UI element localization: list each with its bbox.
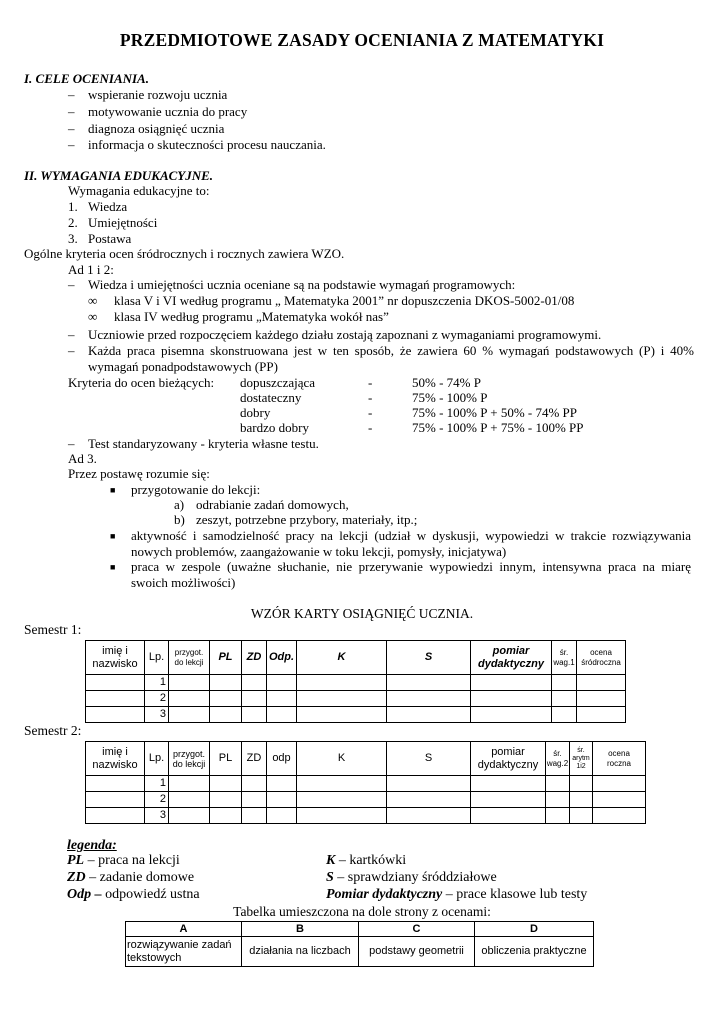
page-title: PRZEDMIOTOWE ZASADY OCENIANIA Z MATEMATYKI bbox=[119, 30, 605, 50]
list-dash: – bbox=[68, 327, 75, 342]
header-s: S bbox=[387, 641, 471, 675]
semester-1-table bbox=[85, 640, 626, 723]
table-row: 3 bbox=[86, 808, 646, 824]
header-odp: odp bbox=[267, 742, 297, 776]
criteria-range: 50% - 74% P bbox=[412, 375, 481, 390]
table-row: 3 bbox=[86, 707, 626, 723]
list-dash: – bbox=[68, 104, 75, 119]
header-zd: ZD bbox=[242, 742, 267, 776]
list-item: praca w zespole (uważne słuchanie, nie przerywanie wypowiedzi innym, intensywna praca na miarę swoich możliwości) bbox=[131, 559, 691, 590]
criteria-dash: - bbox=[368, 420, 373, 435]
square-bullet: ■ bbox=[110, 485, 116, 495]
legend-item: K – kartkówki bbox=[326, 853, 407, 868]
program-item: klasa IV według programu „Matematyka wokół nas” bbox=[114, 309, 389, 324]
header-name: imię i nazwisko bbox=[86, 641, 145, 675]
header-odp: Odp. bbox=[267, 641, 297, 675]
list-item: przygotowanie do lekcji: bbox=[131, 482, 261, 497]
header-pl: PL bbox=[210, 641, 242, 675]
criteria-range: 75% - 100% P + 50% - 74% PP bbox=[412, 405, 578, 420]
section-1-heading: I. CELE OCENIANIA. bbox=[24, 71, 149, 86]
list-item: motywowanie ucznia do pracy bbox=[88, 104, 248, 119]
list-marker: b) bbox=[174, 512, 185, 527]
header-s: S bbox=[387, 742, 471, 776]
semester-2-label: Semestr 2: bbox=[24, 723, 82, 738]
semester-1-label: Semestr 1: bbox=[24, 622, 82, 637]
table-row: 2 bbox=[86, 691, 626, 707]
header-lp: Lp. bbox=[145, 641, 169, 675]
criteria-range: 75% - 100% P + 75% - 100% PP bbox=[412, 420, 584, 435]
criteria-range: 75% - 100% P bbox=[412, 390, 488, 405]
header-lp: Lp. bbox=[145, 742, 169, 776]
criteria-grade: dostateczny bbox=[240, 390, 302, 405]
table-cell: rozwiązywanie zadań tekstowych bbox=[126, 937, 242, 967]
table-cell: obliczenia praktyczne bbox=[475, 937, 594, 967]
list-dash: – bbox=[68, 121, 75, 136]
table-row: 1 bbox=[86, 675, 626, 691]
header-k: K bbox=[297, 742, 387, 776]
criteria-grade: dopuszczająca bbox=[240, 375, 316, 390]
table-row: 2 bbox=[86, 792, 646, 808]
legend-item: PL – praca na lekcji bbox=[67, 853, 180, 868]
table-caption: Tabelka umieszczona na dole strony z ocenami: bbox=[233, 904, 491, 919]
list-dash: – bbox=[68, 343, 75, 358]
list-item: Uczniowie przed rozpoczęciem każdego działu zostają zapoznani z wymaganiami programowymi. bbox=[88, 327, 602, 342]
list-dash: – bbox=[68, 277, 75, 292]
semester-2-table bbox=[85, 741, 646, 824]
ad-3: Ad 3. bbox=[68, 451, 97, 466]
section-2-heading: II. WYMAGANIA EDUKACYJNE. bbox=[24, 168, 214, 183]
header-name: imię i nazwisko bbox=[86, 742, 145, 776]
attitude-intro: Przez postawę rozumie się: bbox=[68, 466, 210, 481]
list-dash: – bbox=[68, 436, 75, 451]
legend-heading: legenda: bbox=[67, 838, 117, 853]
header-avg-arithmetic: śr. arytm 1i2 bbox=[570, 742, 593, 776]
program-item: klasa V i VI według programu „ Matematyka 2001” nr dopuszczenia DKOS-5002-01/08 bbox=[114, 293, 575, 308]
legend-item: ZD – zadanie domowe bbox=[67, 870, 195, 885]
square-bullet: ■ bbox=[110, 562, 116, 572]
header-k: K bbox=[297, 641, 387, 675]
column-header: D bbox=[475, 922, 594, 937]
infinity-bullet: ∞ bbox=[88, 309, 98, 324]
list-item: Test standaryzowany - kryteria własne testu. bbox=[88, 436, 319, 451]
list-dash: – bbox=[68, 87, 75, 102]
list-item: Wiedza bbox=[88, 199, 128, 214]
skills-table bbox=[125, 921, 594, 967]
list-marker: a) bbox=[174, 497, 185, 512]
list-item: informacja o skuteczności procesu nauczania. bbox=[88, 137, 326, 152]
header-preparation: przygot. do lekcji bbox=[169, 641, 210, 675]
legend-item: Odp – odpowiedź ustna bbox=[67, 887, 200, 902]
table-cell: działania na liczbach bbox=[242, 937, 359, 967]
list-item: Wiedza i umiejętności ucznia oceniane są na podstawie wymagań programowych: bbox=[88, 277, 516, 292]
square-bullet: ■ bbox=[110, 531, 116, 541]
table-cell: podstawy geometrii bbox=[359, 937, 475, 967]
column-header: B bbox=[242, 922, 359, 937]
header-measurement: pomiar dydaktyczny bbox=[471, 641, 552, 675]
list-number: 3. bbox=[68, 231, 78, 246]
general-criteria: Ogólne kryteria ocen śródrocznych i rocznych zawiera WZO. bbox=[24, 246, 345, 261]
legend-item: Pomiar dydaktyczny – prace klasowe lub testy bbox=[326, 887, 588, 902]
header-pl: PL bbox=[210, 742, 242, 776]
requirements-intro: Wymagania edukacyjne to: bbox=[68, 183, 210, 198]
list-item: odrabianie zadań domowych, bbox=[196, 497, 349, 512]
header-preparation: przygot. do lekcji bbox=[169, 742, 210, 776]
criteria-dash: - bbox=[368, 375, 373, 390]
list-item: Każda praca pisemna skonstruowana jest w ten sposób, że zawiera 60 % wymagań podstawowych (P) i 40% wymagań ponadpodstawowych (PP) bbox=[88, 343, 694, 374]
list-item: diagnoza osiągnięć ucznia bbox=[88, 121, 225, 136]
list-item: Postawa bbox=[88, 231, 132, 246]
table-row: 1 bbox=[86, 776, 646, 792]
infinity-bullet: ∞ bbox=[88, 293, 98, 308]
list-item: wspieranie rozwoju ucznia bbox=[88, 87, 228, 102]
list-dash: – bbox=[68, 137, 75, 152]
header-grade-midyear: ocena śródroczna bbox=[577, 641, 626, 675]
list-number: 1. bbox=[68, 199, 78, 214]
column-header: A bbox=[126, 922, 242, 937]
list-number: 2. bbox=[68, 215, 78, 230]
card-title: WZÓR KARTY OSIĄGNIĘĆ UCZNIA. bbox=[250, 606, 474, 621]
header-grade-annual: ocena roczna bbox=[593, 742, 646, 776]
column-header: C bbox=[359, 922, 475, 937]
header-measurement: pomiar dydaktyczny bbox=[471, 742, 546, 776]
header-avg-weighted: śr. wag.1 bbox=[552, 641, 577, 675]
criteria-dash: - bbox=[368, 390, 373, 405]
header-avg-weighted: śr. wag.2 bbox=[546, 742, 570, 776]
criteria-dash: - bbox=[368, 405, 373, 420]
list-item: aktywność i samodzielność pracy na lekcji (udział w dyskusji, wypowiedzi w trakcie rozwiązywania nowych problemów, zaangażowanie w toku lekcji, pomysły, inicjatywa) bbox=[131, 528, 691, 559]
list-item: Umiejętności bbox=[88, 215, 158, 230]
legend-item: S – sprawdziany śróddziałowe bbox=[326, 870, 497, 885]
criteria-grade: bardzo dobry bbox=[240, 420, 309, 435]
list-item: zeszyt, potrzebne przybory, materiały, itp.; bbox=[196, 512, 418, 527]
criteria-grade: dobry bbox=[240, 405, 271, 420]
ad-1-2: Ad 1 i 2: bbox=[68, 262, 114, 277]
header-zd: ZD bbox=[242, 641, 267, 675]
criteria-label: Kryteria do ocen bieżących: bbox=[68, 375, 215, 390]
